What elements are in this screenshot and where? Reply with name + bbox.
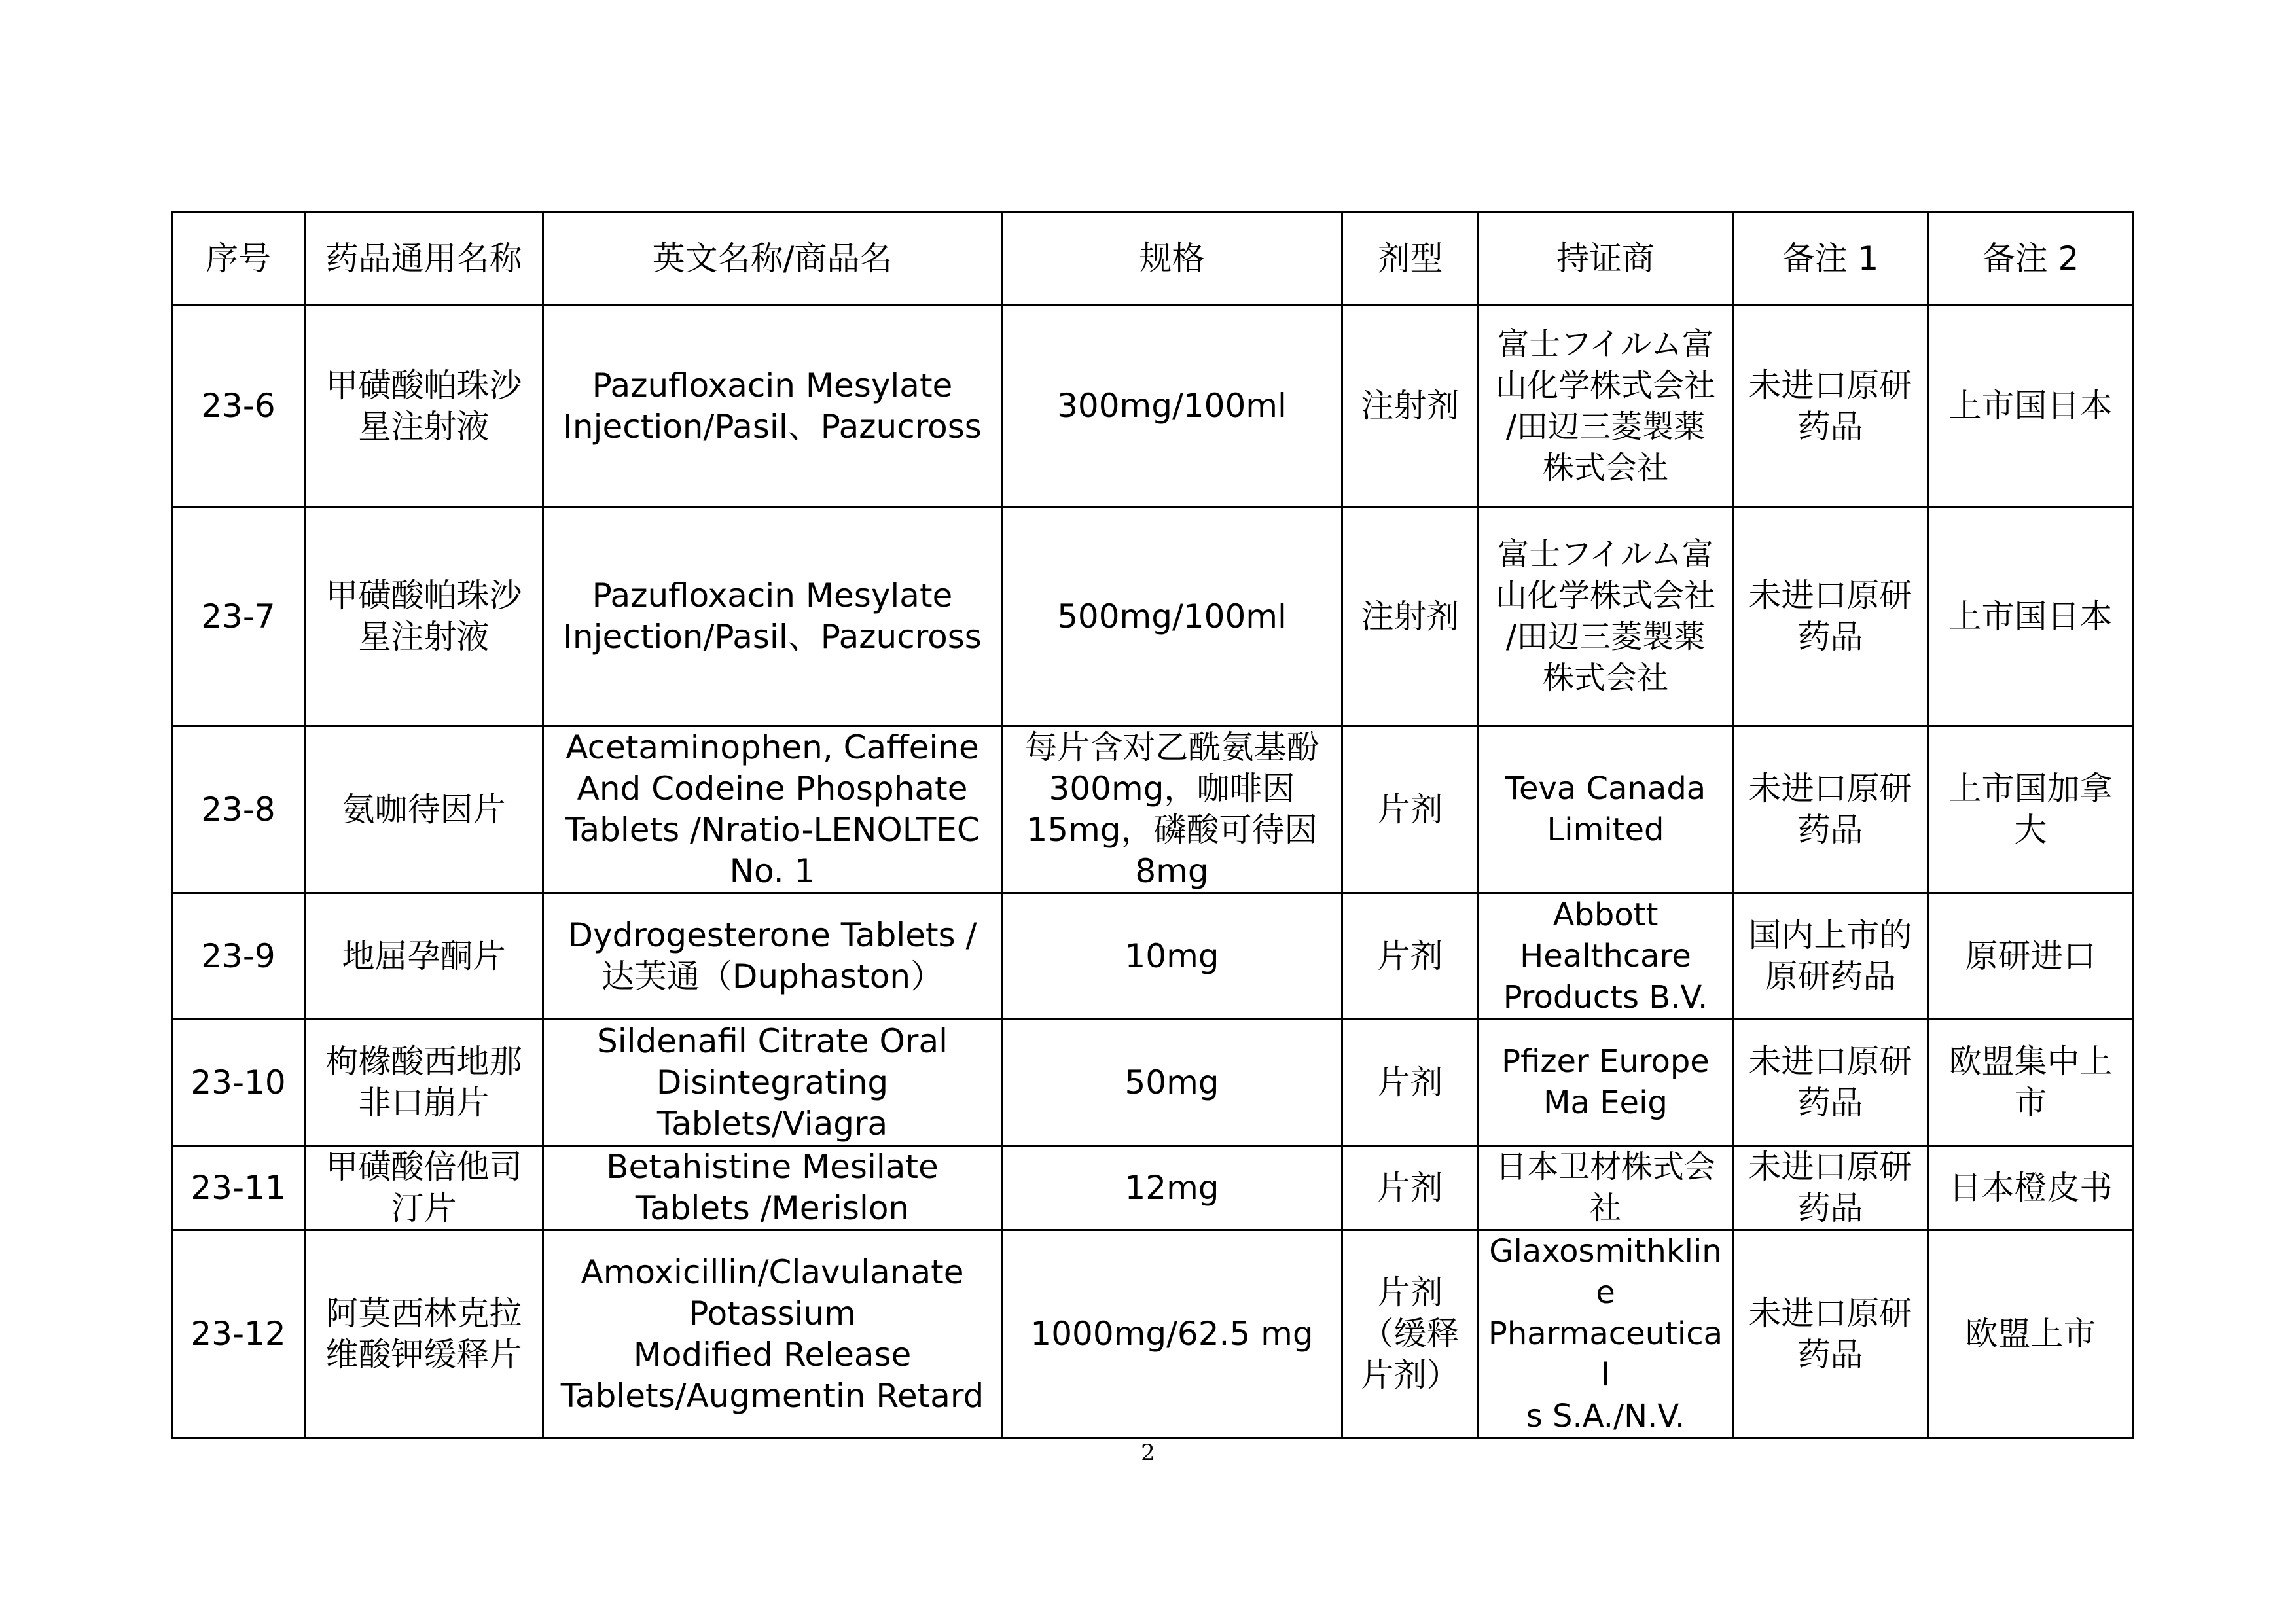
cell-line: 片剂 [1377, 1274, 1443, 1311]
cell-line: Dydrogesterone Tablets / [567, 916, 977, 954]
cell-line: 甲磺酸帕珠沙 [325, 366, 522, 404]
cell-line: e [1596, 1274, 1615, 1311]
cell-line: Tablets/Viagra [656, 1104, 888, 1143]
cell-line: Abbott [1552, 896, 1659, 933]
table-row [172, 726, 2134, 893]
cell-generic-name [305, 1146, 543, 1230]
cell-line: 未进口原研 [1748, 1148, 1912, 1186]
cell-line: Ma Eeig [1543, 1084, 1668, 1121]
header-cell-remark1: 备注 1 [1733, 212, 1928, 306]
cell-remark1 [1733, 306, 1928, 507]
cell-remark2 [1928, 726, 2134, 893]
cell-remark2 [1928, 507, 2134, 726]
cell-remark1 [1733, 893, 1928, 1020]
cell-remark2 [1928, 1146, 2134, 1230]
cell-line: 未进口原研 [1748, 577, 1912, 615]
cell-no: 23-9 [172, 893, 305, 1020]
cell-line: 片剂 [1377, 790, 1443, 829]
cell-spec [1002, 306, 1342, 507]
cell-spec [1002, 726, 1342, 893]
cell-line: Pazufloxacin Mesylate [592, 577, 953, 615]
cell-line: 药品 [1797, 1189, 1863, 1227]
cell-line: Injection/Pasil、Pazucross [563, 618, 982, 656]
cell-remark2 [1928, 1230, 2134, 1438]
cell-line: Pharmaceutical [1488, 1315, 1723, 1393]
cell-line: 药品 [1797, 407, 1863, 446]
cell-line: 上市国日本 [1948, 387, 2113, 425]
cell-remark1 [1733, 1020, 1928, 1146]
cell-line: 8mg [1135, 852, 1209, 890]
cell-line: 甲磺酸帕珠沙 [325, 577, 522, 615]
table-row [172, 1146, 2134, 1230]
page-number: 2 [1141, 1440, 1155, 1466]
cell-english-name [543, 306, 1002, 507]
cell-line: 社 [1589, 1190, 1621, 1226]
cell-no: 23-6 [172, 306, 305, 507]
cell-line: 每片含对乙酰氨基酚 [1024, 728, 1319, 766]
cell-no: 23-11 [172, 1146, 305, 1230]
cell-remark1 [1733, 726, 1928, 893]
cell-line: 未进口原研 [1748, 770, 1912, 808]
cell-line: 未进口原研 [1748, 366, 1912, 404]
cell-english-name [543, 726, 1002, 893]
cell-line: 山化学株式会社 [1495, 366, 1715, 404]
cell-line: 国内上市的 [1748, 916, 1912, 954]
cell-line: 株式会社 [1542, 660, 1668, 696]
cell-holder [1479, 726, 1733, 893]
cell-line: Healthcare [1520, 937, 1691, 974]
cell-line: Teva Canada [1505, 770, 1706, 807]
cell-holder [1479, 1146, 1733, 1230]
cell-spec [1002, 1020, 1342, 1146]
cell-line: 欧盟集中上 [1948, 1043, 2113, 1080]
cell-generic-name [305, 306, 543, 507]
cell-generic-name [305, 1230, 543, 1438]
cell-line: 药品 [1797, 1335, 1863, 1374]
cell-line: 日本橙皮书 [1948, 1168, 2113, 1207]
cell-line: No. 1 [729, 852, 816, 890]
cell-line: 富士フイルム富 [1498, 536, 1713, 573]
cell-english-name [543, 1230, 1002, 1438]
cell-line: 15mg，磷酸可待因 [1026, 811, 1318, 849]
cell-line: 500mg/100ml [1057, 597, 1287, 635]
cell-line: 药品 [1797, 811, 1863, 849]
cell-line: Products B.V. [1503, 978, 1708, 1016]
cell-english-name [543, 893, 1002, 1020]
cell-spec [1002, 1146, 1342, 1230]
cell-remark2 [1928, 306, 2134, 507]
cell-holder [1479, 893, 1733, 1020]
table-row [172, 1020, 2134, 1146]
cell-line: 星注射液 [358, 618, 490, 656]
cell-line: 未进口原研 [1748, 1294, 1912, 1332]
cell-line: 药品 [1797, 618, 1863, 656]
cell-line: 片剂 [1377, 1063, 1443, 1101]
cell-line: 氨咖待因片 [342, 790, 506, 829]
cell-line: Tablets /Merislon [635, 1189, 910, 1227]
cell-generic-name [305, 893, 543, 1020]
cell-line: 市 [2014, 1084, 2047, 1122]
cell-line: 50mg [1124, 1063, 1219, 1101]
cell-line: s S.A./N.V. [1526, 1398, 1685, 1435]
cell-holder [1479, 507, 1733, 726]
cell-line: /田辺三菱製薬 [1505, 408, 1706, 445]
cell-form [1342, 1230, 1479, 1438]
cell-english-name [543, 507, 1002, 726]
cell-line: 原研药品 [1765, 957, 1896, 995]
cell-generic-name [305, 507, 543, 726]
table-row [172, 893, 2134, 1020]
cell-line: 阿莫西林克拉 [325, 1294, 522, 1332]
cell-line: Betahistine Mesilate [606, 1148, 939, 1186]
cell-line: Glaxosmithklin [1489, 1233, 1722, 1270]
cell-line: Tablets /Nratio-LENOLTEC [565, 811, 980, 849]
cell-spec [1002, 507, 1342, 726]
cell-line: Acetaminophen, Caffeine [565, 728, 979, 766]
cell-form [1342, 507, 1479, 726]
cell-no: 23-12 [172, 1230, 305, 1438]
cell-line: Disintegrating [656, 1063, 889, 1101]
cell-holder [1479, 306, 1733, 507]
cell-line: 达芙通（Duphaston） [601, 957, 944, 995]
header-cell-no: 序号 [172, 212, 305, 306]
cell-form [1342, 1146, 1479, 1230]
cell-line: 地屈孕酮片 [342, 936, 506, 975]
cell-line: 欧盟上市 [1965, 1315, 2096, 1353]
cell-generic-name [305, 1020, 543, 1146]
cell-line: Pazufloxacin Mesylate [592, 366, 953, 404]
cell-line: 10mg [1124, 936, 1219, 975]
cell-remark1 [1733, 1146, 1928, 1230]
cell-holder [1479, 1020, 1733, 1146]
cell-line: 株式会社 [1542, 449, 1668, 486]
cell-spec [1002, 1230, 1342, 1438]
cell-line: 药品 [1797, 1084, 1863, 1122]
cell-line: 注射剂 [1361, 597, 1460, 635]
cell-line: 原研进口 [1965, 936, 2096, 975]
cell-line: 山化学株式会社 [1495, 577, 1715, 614]
cell-line: 片剂） [1361, 1356, 1460, 1394]
table-body [172, 306, 2134, 1438]
cell-line: 注射剂 [1361, 387, 1460, 425]
header-row [172, 212, 2134, 306]
drug-list-table [171, 211, 2134, 1439]
cell-line: （缓释 [1361, 1315, 1460, 1353]
header-cell-remark2: 备注 2 [1928, 212, 2134, 306]
cell-remark1 [1733, 1230, 1928, 1438]
cell-line: Limited [1547, 812, 1664, 848]
header-cell-form: 剂型 [1342, 212, 1479, 306]
cell-line: 大 [2014, 811, 2047, 849]
cell-line: 富士フイルム富 [1498, 325, 1713, 363]
cell-line: Modified Release [633, 1335, 912, 1374]
cell-no: 23-8 [172, 726, 305, 893]
cell-line: /田辺三菱製薬 [1505, 618, 1706, 655]
cell-line: 汀片 [391, 1189, 457, 1227]
cell-line: Amoxicillin/Clavulanate [581, 1253, 964, 1291]
header-cell-generic-name: 药品通用名称 [305, 212, 543, 306]
cell-no: 23-7 [172, 507, 305, 726]
cell-generic-name [305, 726, 543, 893]
cell-form [1342, 893, 1479, 1020]
cell-no: 23-10 [172, 1020, 305, 1146]
cell-line: 300mg/100ml [1057, 387, 1287, 425]
cell-english-name [543, 1146, 1002, 1230]
cell-line: 星注射液 [358, 407, 490, 446]
cell-line: 300mg，咖啡因 [1049, 770, 1295, 808]
header-cell-english-name: 英文名称/商品名 [543, 212, 1002, 306]
cell-english-name [543, 1020, 1002, 1146]
cell-remark1 [1733, 507, 1928, 726]
header-cell-holder: 持证商 [1479, 212, 1733, 306]
cell-holder [1479, 1230, 1733, 1438]
header-cell-spec: 规格 [1002, 212, 1342, 306]
cell-line: 非口崩片 [358, 1084, 490, 1122]
cell-line: 日本卫材株式会 [1495, 1149, 1715, 1185]
table-row [172, 1230, 2134, 1438]
cell-line: Pfizer Europe [1501, 1043, 1710, 1080]
table-row [172, 507, 2134, 726]
cell-line: 上市国日本 [1948, 597, 2113, 635]
cell-remark2 [1928, 1020, 2134, 1146]
cell-line: 维酸钾缓释片 [325, 1335, 522, 1374]
cell-form [1342, 1020, 1479, 1146]
cell-line: 上市国加拿 [1948, 770, 2113, 808]
cell-line: 12mg [1124, 1168, 1219, 1207]
cell-form [1342, 306, 1479, 507]
cell-line: 片剂 [1377, 1168, 1443, 1207]
cell-line: Potassium [689, 1294, 856, 1332]
cell-line: And Codeine Phosphate [577, 770, 968, 808]
cell-line: Tablets/Augmentin Retard [560, 1376, 984, 1415]
cell-line: Injection/Pasil、Pazucross [563, 407, 982, 446]
cell-form [1342, 726, 1479, 893]
cell-line: Sildenafil Citrate Oral [597, 1022, 948, 1060]
cell-remark2 [1928, 893, 2134, 1020]
cell-line: 1000mg/62.5 mg [1030, 1315, 1314, 1353]
cell-line: 片剂 [1377, 936, 1443, 975]
table-row [172, 306, 2134, 507]
cell-line: 未进口原研 [1748, 1043, 1912, 1080]
cell-spec [1002, 893, 1342, 1020]
cell-line: 枸橼酸西地那 [325, 1043, 522, 1080]
cell-line: 甲磺酸倍他司 [325, 1148, 522, 1186]
